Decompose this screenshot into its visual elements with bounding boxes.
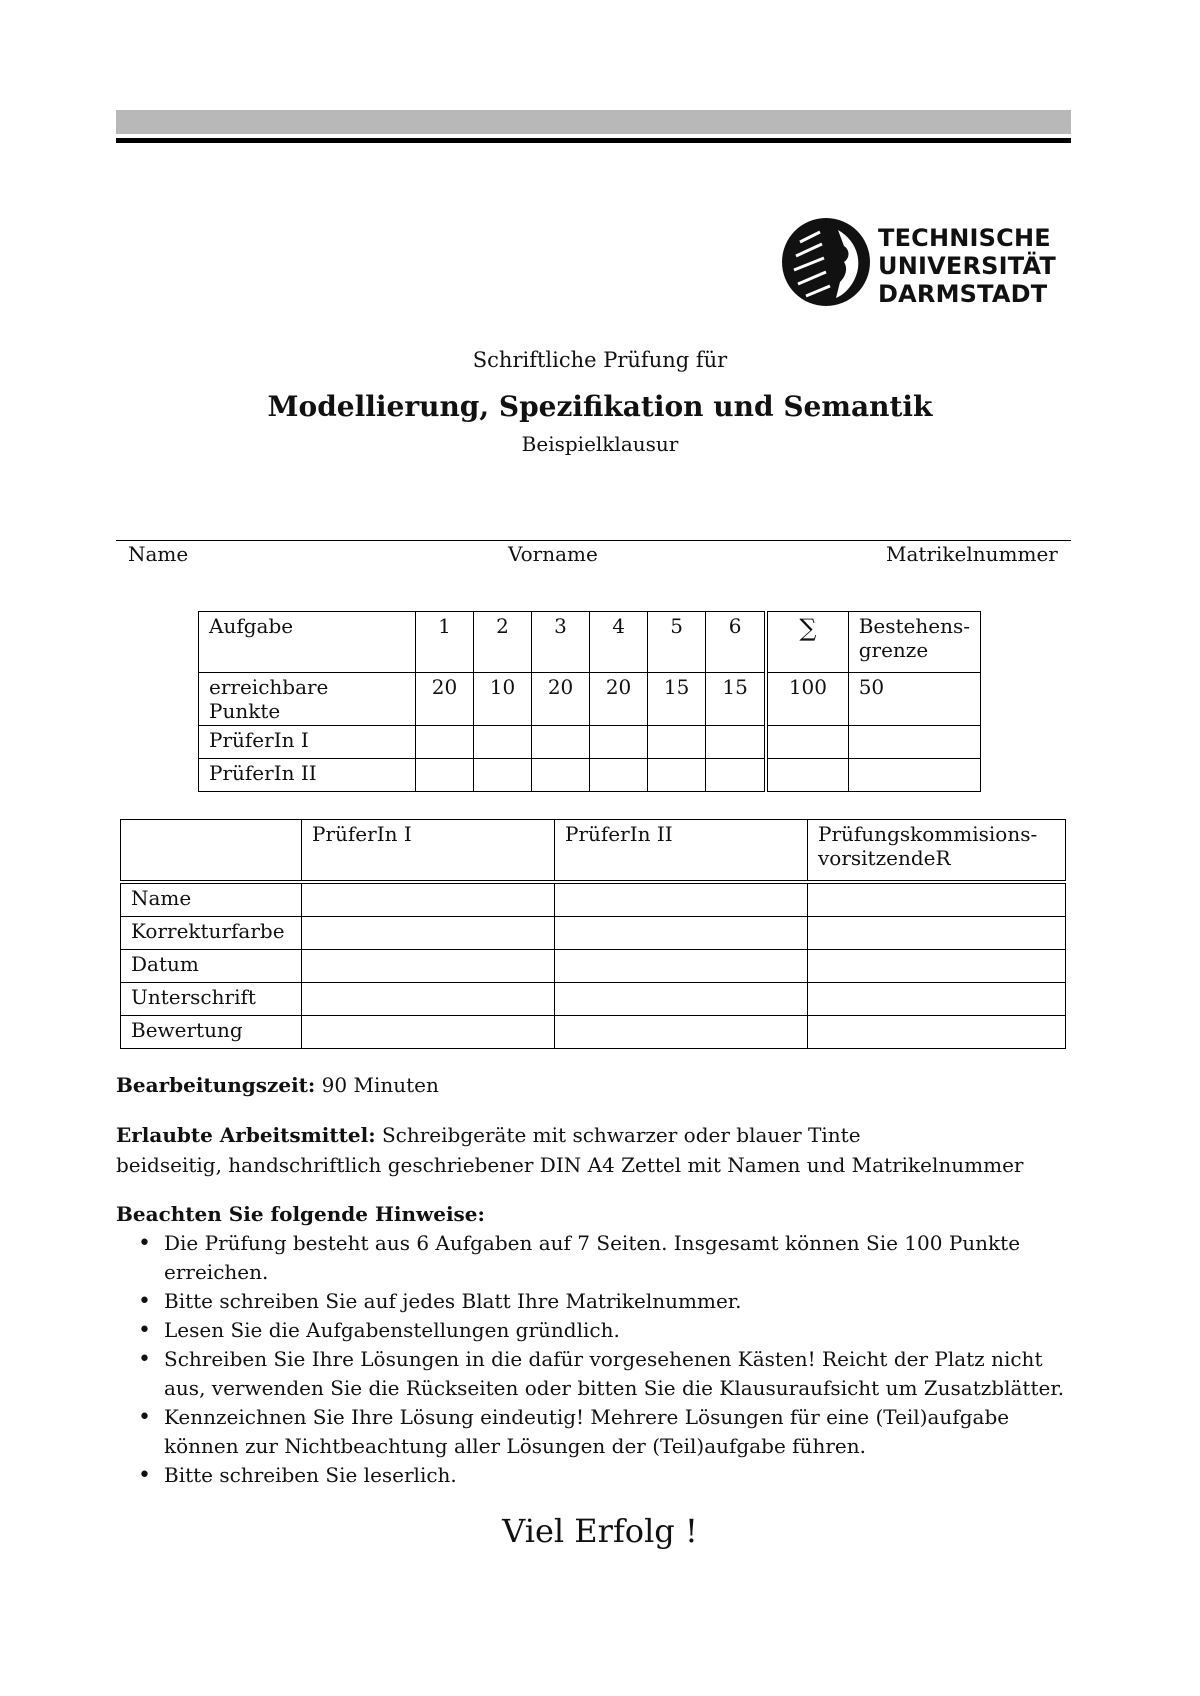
score-entry-cell[interactable] [532,726,590,759]
score-entry-cell[interactable] [474,759,532,792]
row-label: Unterschrift [121,983,302,1016]
entry-cell[interactable] [808,882,1066,917]
examiner-table-row [121,882,1066,917]
points-cell: 15 [706,673,767,726]
sum-symbol-cell: ∑ [766,612,848,673]
points-cell: 15 [648,673,706,726]
hint-item: • Bitte schreiben Sie auf jedes Blatt Ihre Matrikelnummer. [164,1287,1076,1316]
examiner-table-row [121,950,1066,983]
exam-subtitle: Schriftliche Prüfung für [472,348,728,372]
examiner2-label-cell: PrüferIn II [199,759,416,792]
logo-line-1: TECHNISCHE [878,224,1051,252]
score-entry-cell[interactable] [706,759,767,792]
entry-cell[interactable] [555,983,808,1016]
aids-line-2: beidseitig, handschriftlich geschriebener DIN A4 Zettel mit Namen und Matrikelnummer [116,1153,1024,1177]
points-cell: 20 [532,673,590,726]
hint-item: • Schreiben Sie Ihre Lösungen in die dafür vorgesehenen Kästen! Reicht der Platz nicht aus, verwenden Sie die Rückseiten oder bitten Sie die Klausuraufsicht um Zusatzblätter. [164,1345,1076,1403]
logo-line-2: UNIVERSITÄT [878,252,1056,280]
score-entry-cell[interactable] [848,759,980,792]
time-info [116,1070,1076,1100]
total-points-cell: 100 [766,673,848,726]
logo-wordmark [878,224,1056,308]
points-table [198,611,981,792]
hint-item: • Die Prüfung besteht aus 6 Aufgaben auf 7 Seiten. Insgesamt können Sie 100 Punkte erreichen. [164,1229,1076,1287]
column-header: PrüferIn I [302,820,555,883]
examiner-table [120,819,1066,1049]
aids-info [116,1120,1076,1180]
entry-cell[interactable] [555,882,808,917]
corner-cell [121,820,302,883]
entry-cell[interactable] [808,1016,1066,1049]
examiner-table-row [121,917,1066,950]
examiner-table-row [121,1016,1066,1049]
examiner1-label-cell: PrüferIn I [199,726,416,759]
task-number-cell: 6 [706,612,767,673]
points-row [199,673,981,726]
athena-head-icon [780,212,872,312]
score-entry-cell[interactable] [416,759,474,792]
signature-line [116,540,1071,541]
score-entry-cell[interactable] [590,726,648,759]
examiner2-row [199,759,981,792]
task-number-cell: 2 [474,612,532,673]
hint-item: • Kennzeichnen Sie Ihre Lösung eindeutig! Mehrere Lösungen für eine (Teil)aufgabe können zur Nichtbeachtung aller Lösungen der (Teil)aufgabe führen. [164,1403,1076,1461]
logo-line-3: DARMSTADT [878,280,1048,308]
pass-threshold-label-cell: Bestehens-grenze [848,612,980,673]
examiner-table-header-row [121,820,1066,883]
entry-cell[interactable] [555,917,808,950]
entry-cell[interactable] [302,983,555,1016]
score-total-cell[interactable] [766,759,848,792]
row-label: Korrekturfarbe [121,917,302,950]
score-entry-cell[interactable] [648,759,706,792]
task-label-cell: Aufgabe [199,612,416,673]
points-label-cell: erreichbare Punkte [199,673,416,726]
points-table-header-row [199,612,981,673]
score-entry-cell[interactable] [474,726,532,759]
entry-cell[interactable] [302,950,555,983]
hint-item: • Lesen Sie die Aufgabenstellungen gründlich. [164,1316,1076,1345]
column-header: PrüferIn II [555,820,808,883]
score-entry-cell[interactable] [590,759,648,792]
header-black-rule [116,138,1071,143]
score-entry-cell[interactable] [848,726,980,759]
points-cell: 10 [474,673,532,726]
task-number-cell: 5 [648,612,706,673]
score-total-cell[interactable] [766,726,848,759]
aids-label: Erlaubte Arbeitsmittel: [116,1123,376,1147]
entry-cell[interactable] [808,950,1066,983]
column-header: Prüfungskommisions-vorsitzendeR [808,820,1066,883]
hints-list [116,1229,1076,1490]
row-label: Bewertung [121,1016,302,1049]
task-number-cell: 4 [590,612,648,673]
hints-section [116,1200,1076,1490]
examiner1-row [199,726,981,759]
time-label: Bearbeitungszeit: [116,1073,316,1097]
hint-item: • Bitte schreiben Sie leserlich. [164,1461,1076,1490]
header-gray-bar [116,110,1071,134]
first-name-label: Vorname [508,542,598,566]
examiner-table-row [121,983,1066,1016]
entry-cell[interactable] [302,1016,555,1049]
entry-cell[interactable] [808,983,1066,1016]
entry-cell[interactable] [302,917,555,950]
score-entry-cell[interactable] [532,759,590,792]
task-number-cell: 3 [532,612,590,673]
closing-message: Viel Erfolg ! [502,1512,698,1550]
exam-type: Beispielklausur [521,432,679,456]
task-number-cell: 1 [416,612,474,673]
points-cell: 20 [416,673,474,726]
entry-cell[interactable] [302,882,555,917]
hints-heading: Beachten Sie folgende Hinweise: [116,1202,485,1226]
entry-cell[interactable] [555,1016,808,1049]
points-cell: 20 [590,673,648,726]
matriculation-label: Matrikelnummer [886,542,1058,566]
aids-line-1: Schreibgeräte mit schwarzer oder blauer Tinte [381,1123,861,1147]
score-entry-cell[interactable] [706,726,767,759]
row-label: Name [121,882,302,917]
name-label: Name [128,542,189,566]
score-entry-cell[interactable] [648,726,706,759]
entry-cell[interactable] [555,950,808,983]
course-title: Modellierung, Spezifikation und Semantik [267,390,933,423]
score-entry-cell[interactable] [416,726,474,759]
row-label: Datum [121,950,302,983]
entry-cell[interactable] [808,917,1066,950]
time-value: 90 Minuten [321,1073,439,1097]
pass-threshold-cell: 50 [848,673,980,726]
tu-darmstadt-logo [780,212,1056,312]
